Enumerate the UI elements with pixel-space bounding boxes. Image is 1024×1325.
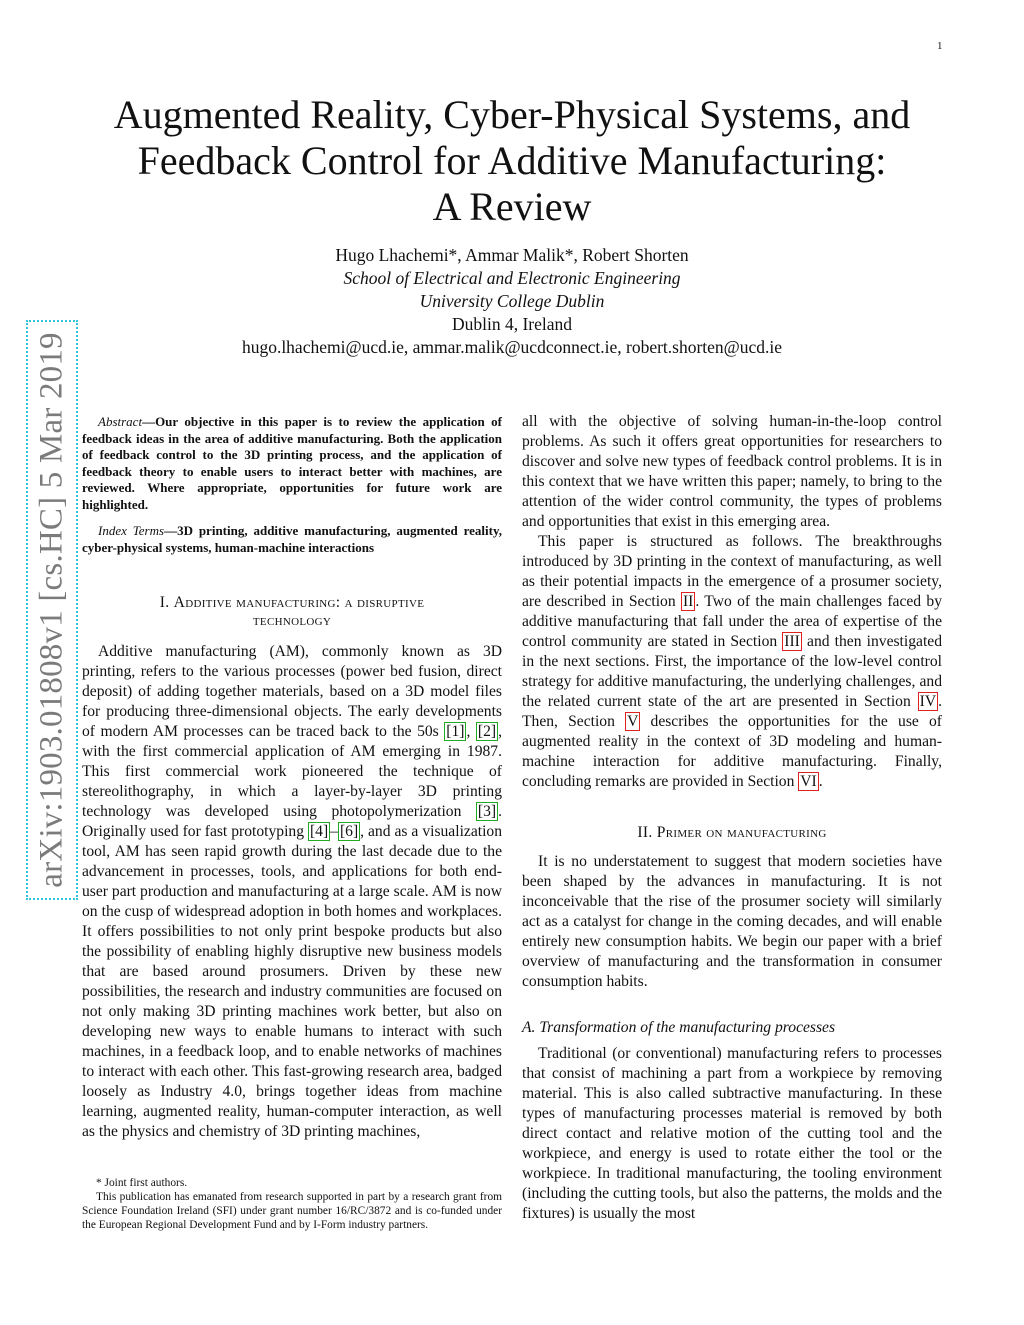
index-terms-text: —3D printing, additive manufacturing, augmented reality, cyber-physical systems, human-machine interactions	[82, 523, 502, 555]
body-paragraph: It is no understatement to suggest that modern societies have been shaped by the advances in manufacturing. It is not inconceivable that the rise of the prosumer society will similarly act as a catalyst for change in the coming decades, and will enable entirely new consumption habits. We begin our paper with a brief overview of manufacturing and the transformation in consumer consumption habits.	[522, 853, 942, 990]
citation-link[interactable]: [6]	[339, 823, 359, 840]
body-paragraph	[82, 642, 502, 1142]
index-terms-label: Index Terms	[98, 523, 165, 538]
section-link[interactable]: III	[784, 633, 800, 650]
footnote-joint-authors: * Joint first authors.	[96, 1177, 188, 1189]
abstract-label: Abstract	[98, 414, 143, 429]
citation-link[interactable]: [1]	[446, 723, 465, 740]
text-run: –	[330, 823, 338, 840]
author-block	[60, 244, 964, 359]
citation-link[interactable]: [3]	[477, 803, 497, 820]
section-title: Primer on manufacturing	[656, 824, 827, 841]
text-run: , and as a visualization tool, AM has seen rapid growth during the last decade due to the advancement in processes, tools, and applications for both end-user part production and manufacturing at a large scale. AM is now on the cusp of widespread adoption in both homes and workplaces. It offers possibilities to not only print bespoke products but also the possibility of enabling highly disruptive new business models that are based around prosumers. Driven by these new possibilities, the research and industry communities are focused on not only making 3D printing machines work better, but also on developing new ways to enable humans to interact with such machines, in a feedback loop, and to enable networks of machines to interact with each other. This fast-growing research area, badged loosely as Industry 4.0, brings together ideas from machine learning, augmented reality, human-computer interaction, as well as the physics and chemistry of 3D printing machines,	[82, 823, 502, 1140]
section-heading-1	[82, 594, 502, 630]
section-number: I.	[159, 594, 174, 611]
text-run: and then investigated in the next sections. First, the importance of the low-level control strategy for additive manufacturing, the underlying challenges, and the related current state of the art are presented in Section	[522, 633, 942, 710]
body-paragraph: all with the objective of solving human-in-the-loop control problems. As such it offers great opportunities for researchers to discover and solve new types of feedback control problems. It is in this context that we have written this paper; namely, to bring to the attention of the wider control community, the types of problems and opportunities that exist in this emerging area.	[522, 413, 942, 530]
citation-link[interactable]: [2]	[477, 723, 497, 740]
section-link[interactable]: VI	[800, 773, 817, 790]
page-number: 1	[937, 40, 943, 52]
index-terms	[82, 523, 502, 556]
left-column	[82, 414, 502, 1142]
address: Dublin 4, Ireland	[451, 314, 573, 334]
text-run: This paper is structured as follows. The breakthroughs introduced by 3D printing in the context of manufacturing, as well as their potential impacts in the emergence of a prosumer society, are described in Section	[522, 533, 942, 610]
section-link[interactable]: V	[627, 713, 639, 730]
text-run: ,	[466, 723, 476, 740]
title-line: A Review	[432, 184, 592, 229]
affiliation-school: School of Electrical and Electronic Engineering	[343, 268, 681, 288]
text-run: Additive manufacturing (AM), commonly known as 3D printing, refers to the various processes (power bed fusion, direct deposit) of adding together materials, based on a 3D model files for producing three-dimensional objects. The early developments of modern AM processes can be traced back to the 50s	[82, 643, 502, 740]
body-paragraph	[522, 532, 942, 792]
section-title-cont: technology	[252, 612, 332, 629]
abstract-text: —Our objective in this paper is to review the application of feedback ideas in the area of additive manufacturing. Both the application of feedback control to the 3D printing process, and the application of feedback theory to enable users to interact better with machines, are reviewed. Where appropriate, opportunities for future work are highlighted.	[82, 414, 502, 512]
text-run: . Originally used for fast prototyping	[82, 803, 502, 840]
footnote-funding: This publication has emanated from research supported in part by a research grant from Science Foundation Ireland (SFI) under grant number 16/RC/3872 and is co-funded under the European Regional Development Fund and by I-Form industry partners.	[82, 1191, 502, 1231]
text-run: .	[818, 773, 823, 790]
title-line: Feedback Control for Additive Manufacturing:	[137, 138, 887, 183]
title-line: Augmented Reality, Cyber-Physical Systems, and	[113, 92, 911, 137]
text-run: . Then, Section	[522, 693, 942, 730]
subsection-heading-a: A. Transformation of the manufacturing processes	[522, 1019, 836, 1036]
right-column	[522, 412, 942, 1224]
affiliation-university: University College Dublin	[419, 291, 605, 311]
author-emails[interactable]: hugo.lhachemi@ucd.ie, ammar.malik@ucdconnect.ie, robert.shorten@ucd.ie	[241, 337, 783, 357]
abstract	[82, 414, 502, 513]
citation-link[interactable]: [4]	[309, 823, 329, 840]
section-link[interactable]: IV	[919, 693, 937, 710]
section-title: Additive manufacturing: a disruptive	[173, 594, 425, 611]
text-run: describes the opportunities for the use of augmented reality in the context of 3D modeling and human-machine interaction for additive manufacturing. Finally, concluding remarks are provided in Section	[522, 713, 942, 790]
text-run: . Two of the main challenges faced by additive manufacturing that fall under the area of expertise of the control community are stated in Section	[522, 593, 942, 650]
section-number: II.	[637, 824, 657, 841]
arxiv-identifier[interactable]: arXiv:1903.01808v1 [cs.HC] 5 Mar 2019	[33, 332, 70, 888]
paper-title	[60, 92, 964, 230]
body-paragraph: Traditional (or conventional) manufacturing refers to processes that consist of machining a part from a workpiece by removing material. This is also called subtractive manufacturing. In these types of manufacturing processes material is removed by both direct contact and relative motion of the cutting tool and the workpiece, and energy is used to rotate either the tool or the workpiece. In traditional manufacturing, the tooling environment (including the cutting tools, but also the patterns, the molds and the fixtures) is usually the most	[522, 1045, 942, 1222]
footnotes	[82, 1176, 502, 1232]
section-heading-2	[522, 824, 942, 842]
text-run: , with the first commercial application of AM emerging in 1987. This first commercial work pioneered the technique of stereolithography, in which a layer-by-layer 3D printing technology was developed using photopolymerization	[82, 723, 503, 820]
author-names: Hugo Lhachemi*, Ammar Malik*, Robert Shorten	[335, 245, 689, 265]
section-link[interactable]: II	[682, 593, 694, 610]
